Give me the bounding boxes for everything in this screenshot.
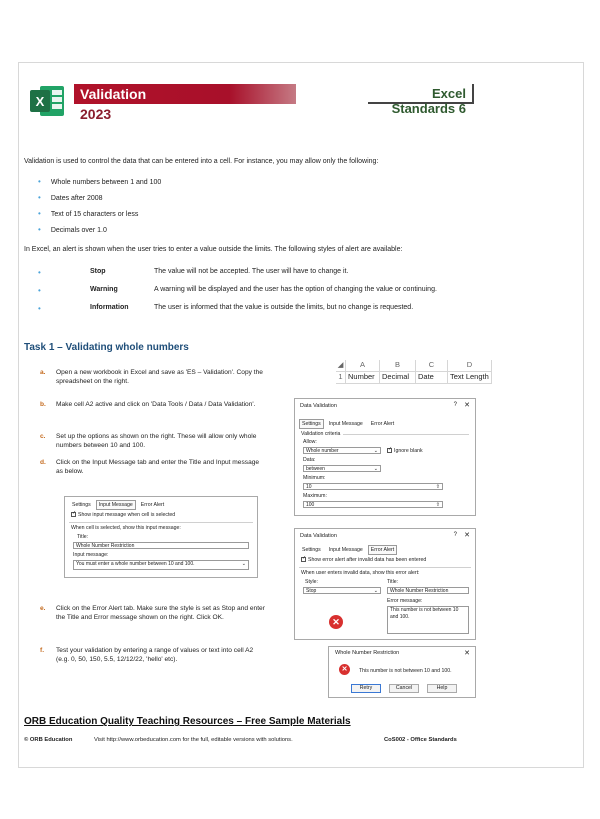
error-title-field[interactable]: Whole Number Restriction: [387, 587, 469, 594]
task-heading: Task 1 – Validating whole numbers: [24, 342, 189, 353]
column-header[interactable]: D: [448, 360, 492, 372]
range-picker-icon[interactable]: ⇧: [435, 484, 440, 490]
dialog-title: Data Validation: [300, 533, 337, 539]
tab-error-alert[interactable]: Error Alert: [368, 545, 397, 555]
retry-button[interactable]: Retry: [351, 684, 381, 693]
data-validation-error-dialog: [294, 528, 476, 640]
stop-error-icon: ✕: [329, 615, 343, 629]
when-label: When cell is selected, show this input message:: [71, 525, 181, 531]
allow-select[interactable]: Whole number ⌄: [303, 447, 381, 454]
column-header-row: [336, 360, 492, 372]
cancel-button[interactable]: Cancel: [389, 684, 419, 693]
title-label: Title:: [387, 579, 399, 585]
dialog-tabs: [69, 500, 167, 510]
dialog-tabs: [299, 419, 397, 429]
chevron-down-icon: ⌄: [373, 448, 378, 454]
tab-input-message[interactable]: Input Message: [96, 500, 136, 510]
close-icon[interactable]: ✕: [464, 650, 470, 657]
error-message-box: [328, 646, 476, 698]
error-icon: ✕: [339, 664, 350, 675]
scroll-arrow-icon[interactable]: ⌄: [241, 561, 246, 567]
show-input-checkbox-row[interactable]: ✓Show input message when cell is selected: [71, 512, 175, 518]
minimum-field[interactable]: 10 ⇧: [303, 483, 443, 490]
task-step: f. Test your validation by entering a range of values or text into cell A2 (e.g. 0, 50, 150, 5.5, 12/12/22, 'hello' etc).: [40, 647, 254, 663]
column-header[interactable]: C: [416, 360, 448, 372]
input-message-dialog: [64, 496, 258, 578]
alert-style-item: • Information The user is informed that the value is outside the limits, but no change is requested.: [38, 304, 414, 313]
intro-text: Validation is used to control the data that can be entered into a cell. For instance, you may allow only the following:: [24, 158, 379, 165]
divider: [299, 567, 471, 568]
data-label: Data:: [303, 457, 316, 463]
alert-intro-text: In Excel, an alert is shown when the user tries to enter a value outside the limits. The following styles of alert are available:: [24, 246, 403, 253]
allow-label: Allow:: [303, 439, 317, 445]
input-message-field[interactable]: You must enter a whole number between 10 and 100. ⌄: [73, 560, 249, 570]
tab-error-alert[interactable]: Error Alert: [140, 502, 165, 508]
title-label: Title:: [77, 534, 89, 540]
list-item: • Whole numbers between 1 and 100: [38, 177, 162, 186]
alert-style-item: • Stop The value will not be accepted. The user will have to change it.: [38, 268, 349, 277]
svg-text:X: X: [35, 94, 45, 109]
footer-title: ORB Education Quality Teaching Resources – Free Sample Materials: [24, 716, 351, 727]
list-item: • Dates after 2008: [38, 193, 103, 202]
table-cell[interactable]: Number: [346, 372, 380, 384]
task-step: c. Set up the options as shown on the right. These will allow only whole numbers between 10 and 100.: [40, 433, 257, 449]
table-row: [336, 372, 492, 384]
criteria-label: Validation criteria: [301, 431, 341, 437]
tab-settings[interactable]: Settings: [299, 419, 324, 429]
tab-error-alert[interactable]: Error Alert: [370, 421, 395, 427]
close-icon[interactable]: ✕: [464, 532, 470, 539]
page-year: 2023: [80, 106, 112, 122]
style-label: Style:: [305, 579, 318, 585]
divider: [343, 434, 469, 435]
minimum-label: Minimum:: [303, 475, 326, 481]
standard-label: Excel Standards 6: [368, 84, 474, 104]
ignore-blank-checkbox[interactable]: ✓ Ignore blank: [387, 448, 423, 454]
task-step: e. Click on the Error Alert tab. Make sure the style is set as Stop and enter the Title and Error message shown on the right. Click OK.: [40, 605, 265, 621]
error-message-label: Error message:: [387, 598, 423, 604]
show-error-checkbox-row[interactable]: ✓Show error alert after invalid data has been entered: [301, 557, 426, 563]
message-box-title: Whole Number Restriction: [335, 650, 400, 656]
help-icon[interactable]: ?: [453, 402, 457, 408]
close-icon[interactable]: ✕: [464, 402, 470, 409]
task-step: a. Open a new workbook in Excel and save as 'ES – Validation'. Copy the spreadsheet on the right.: [40, 369, 263, 385]
task-step: b. Make cell A2 active and click on 'Data Tools / Data / Data Validation'.: [40, 401, 256, 408]
excel-logo-icon: [30, 84, 66, 118]
alert-style-item: • Warning A warning will be displayed and the user has the option of changing the value or continuing.: [38, 286, 437, 295]
tab-input-message[interactable]: Input Message: [328, 421, 363, 427]
divider: [69, 522, 253, 523]
error-message-field[interactable]: This number is not between 10 and 100.: [387, 606, 469, 634]
footer-code: CoS002 - Office Standards: [384, 737, 457, 743]
footer-visit-text: Visit http://www.orbeducation.com for the full, editable versions with solutions.: [94, 737, 293, 743]
task-step: d. Click on the Input Message tab and enter the Title and Input message as below.: [40, 459, 260, 475]
corner-cell[interactable]: ◢: [336, 360, 346, 372]
chevron-down-icon: ⌄: [373, 588, 378, 594]
table-cell[interactable]: Decimal: [380, 372, 416, 384]
range-picker-icon[interactable]: ⇧: [435, 502, 440, 508]
table-cell[interactable]: Text Length: [448, 372, 492, 384]
checkbox[interactable]: [387, 448, 392, 453]
table-cell[interactable]: Date: [416, 372, 448, 384]
footer-copyright: © ORB Education: [24, 737, 73, 743]
tab-input-message[interactable]: Input Message: [328, 547, 363, 553]
when-label: When user enters invalid data, show this error alert:: [301, 570, 420, 576]
maximum-field[interactable]: 100 ⇧: [303, 501, 443, 508]
help-button[interactable]: Help: [427, 684, 457, 693]
data-validation-settings-dialog: [294, 398, 476, 516]
tab-settings[interactable]: Settings: [302, 547, 321, 553]
list-item: • Decimals over 1.0: [38, 225, 107, 234]
dialog-tabs: [299, 545, 397, 555]
list-item: • Text of 15 characters or less: [38, 209, 139, 218]
data-select[interactable]: between ⌄: [303, 465, 381, 472]
column-header[interactable]: B: [380, 360, 416, 372]
tab-settings[interactable]: Settings: [72, 502, 91, 508]
maximum-label: Maximum:: [303, 493, 327, 499]
checkbox[interactable]: [301, 557, 306, 562]
title-field[interactable]: Whole Number Restriction: [73, 542, 249, 549]
column-header[interactable]: A: [346, 360, 380, 372]
input-message-label: Input message:: [73, 552, 109, 558]
page-title: Validation: [74, 84, 296, 104]
style-select[interactable]: Stop ⌄: [303, 587, 381, 594]
spreadsheet: [336, 360, 492, 388]
dialog-title: Data Validation: [300, 403, 337, 409]
checkbox[interactable]: [71, 512, 76, 517]
chevron-down-icon: ⌄: [373, 466, 378, 472]
help-icon[interactable]: ?: [453, 532, 457, 538]
row-header[interactable]: 1: [336, 372, 346, 384]
message-text: This number is not between 10 and 100.: [359, 668, 452, 674]
